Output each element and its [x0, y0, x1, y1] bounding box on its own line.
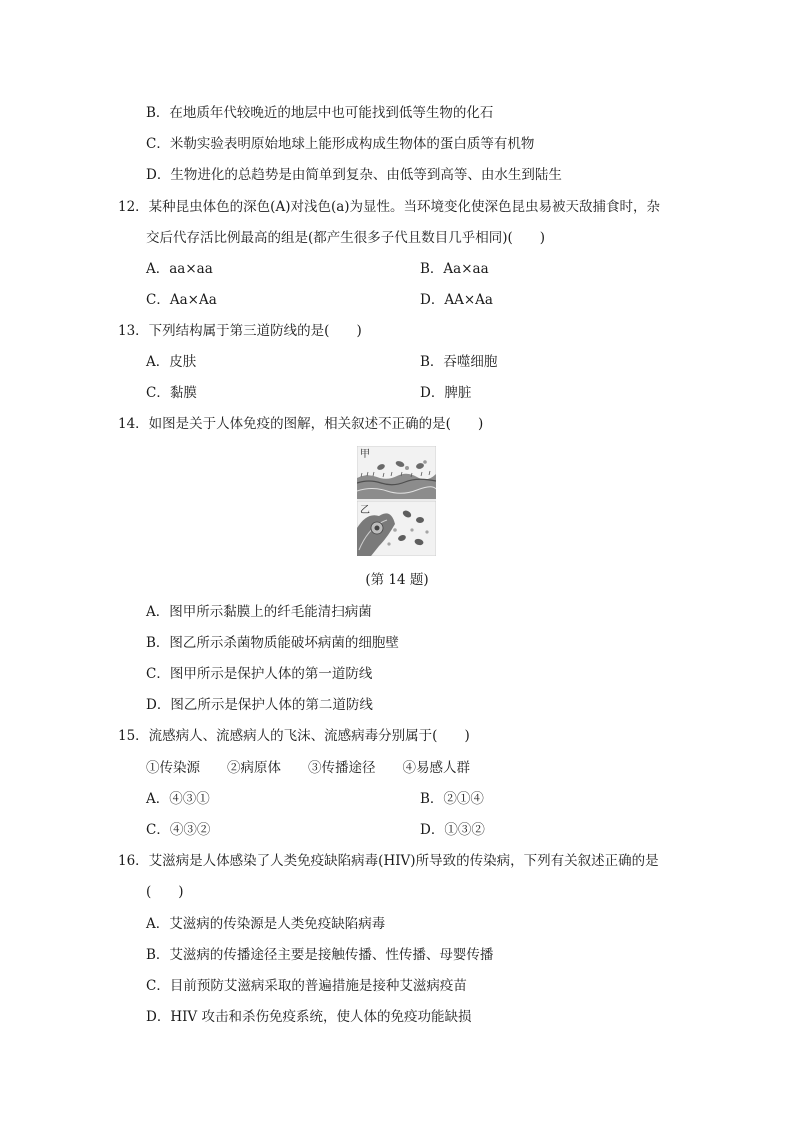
immune-diagram-figure	[357, 446, 436, 556]
q13-option-a: A．皮肤	[146, 354, 197, 370]
q13-option-c: C．黏膜	[146, 385, 197, 401]
q11-option-c: C．米勒实验表明原始地球上能形成构成生物体的蛋白质等有机物	[146, 136, 535, 152]
q12-option-b: B．Aa×aa	[420, 261, 489, 277]
q13-option-d: D．脾脏	[420, 385, 472, 401]
q14-option-c: C．图甲所示是保护人体的第一道防线	[146, 666, 373, 682]
q12-option-a: A．aa×aa	[146, 261, 213, 277]
q11-option-d: D．生物进化的总趋势是由简单到复杂、由低等到高等、由水生到陆生	[146, 167, 562, 183]
q12-option-d: D．AA×Aa	[420, 292, 493, 308]
q16-stem-line1: 16．艾滋病是人体感染了人类免疫缺陷病毒(HIV)所导致的传染病，下列有关叙述正确的是	[118, 853, 659, 869]
fig-label-jia: 甲	[360, 449, 370, 460]
q12-stem-line1: 12．某种昆虫体色的深色(A)对浅色(a)为显性。当环境变化使深色昆虫易被天敌捕食时，杂	[118, 199, 661, 215]
q15-item-list: ①传染源 ②病原体 ③传播途径 ④易感人群	[146, 760, 470, 776]
q13-option-b: B．吞噬细胞	[420, 354, 498, 370]
q14-option-b: B．图乙所示杀菌物质能破坏病菌的细胞壁	[146, 635, 399, 651]
q15-stem: 15．流感病人、流感病人的飞沫、流感病毒分别属于( )	[118, 728, 470, 744]
q15-option-d: D．①③②	[420, 822, 485, 838]
q16-option-c: C．目前预防艾滋病采取的普遍措施是接种艾滋病疫苗	[146, 978, 467, 994]
immune-diagram-svg	[357, 446, 436, 556]
q14-option-d: D．图乙所示是保护人体的第二道防线	[146, 697, 373, 713]
q16-option-a: A．艾滋病的传染源是人类免疫缺陷病毒	[146, 916, 386, 932]
q15-option-b: B．②①④	[420, 791, 484, 807]
q14-figure-caption: (第 14 题)	[365, 572, 429, 588]
q16-option-b: B．艾滋病的传播途径主要是接触传播、性传播、母婴传播	[146, 947, 494, 963]
q11-option-b: B．在地质年代较晚近的地层中也可能找到低等生物的化石	[146, 105, 494, 121]
q14-option-a: A．图甲所示黏膜上的纤毛能清扫病菌	[146, 604, 372, 620]
q15-option-a: A．④③①	[146, 791, 210, 807]
q14-stem: 14．如图是关于人体免疫的图解，相关叙述不正确的是( )	[118, 416, 484, 432]
q12-option-c: C．Aa×Aa	[146, 292, 217, 308]
q15-option-c: C．④③②	[146, 822, 211, 838]
fig-label-yi: 乙	[360, 505, 370, 516]
q13-stem: 13．下列结构属于第三道防线的是( )	[118, 323, 362, 339]
q16-option-d: D．HIV 攻击和杀伤免疫系统，使人体的免疫功能缺损	[146, 1009, 472, 1025]
q16-stem-line2: ( )	[146, 884, 184, 900]
q12-stem-line2: 交后代存活比例最高的组是(都产生很多子代且数目几乎相同)( )	[146, 230, 546, 246]
